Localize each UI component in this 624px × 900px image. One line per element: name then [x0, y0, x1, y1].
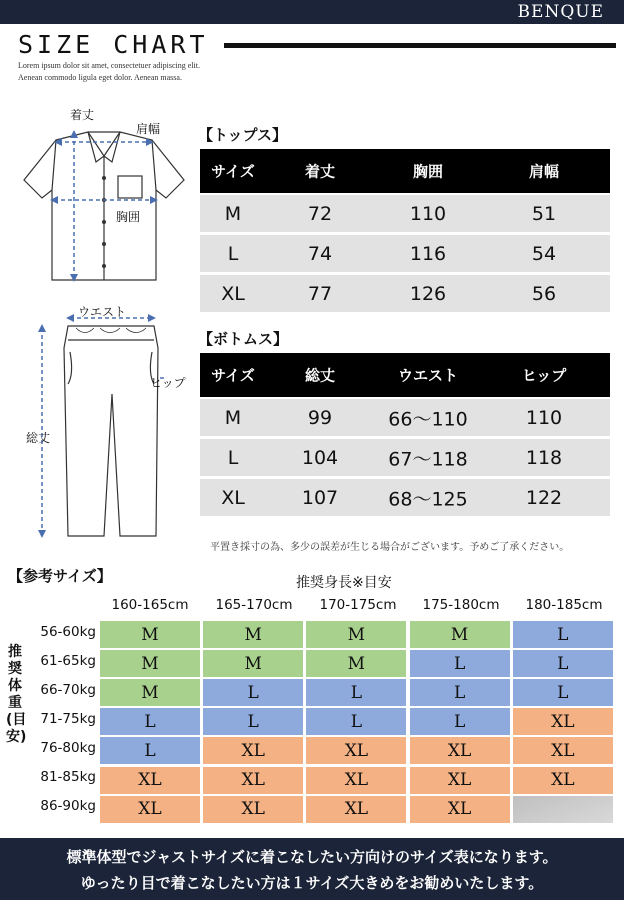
weight-row-header: 76-80kg — [40, 740, 96, 756]
pants-illustration — [28, 314, 188, 540]
weight-row-header: 81-85kg — [40, 769, 96, 785]
tops-table — [200, 149, 610, 313]
height-col-header: 170-175cm — [319, 597, 397, 613]
table-row — [200, 479, 610, 516]
brand-logo: BENQUE — [517, 2, 604, 22]
size-cell: M — [100, 679, 200, 706]
size-cell: L — [513, 650, 613, 677]
size-cell: L — [410, 679, 510, 706]
table-row — [200, 235, 610, 272]
tops-cell: 126 — [409, 282, 447, 305]
title-underline — [224, 43, 616, 48]
size-cell: XL — [306, 796, 406, 823]
size-cell: XL — [100, 796, 200, 823]
tops-cell: 74 — [307, 242, 333, 265]
shirt-chest-label: 胸囲 — [116, 210, 141, 224]
pants-waist-label: ウエスト — [78, 305, 127, 319]
tops-header-length: 着丈 — [304, 162, 336, 181]
lorem-line-1: Lorem ipsum dolor sit amet, consectetuer adipiscing elit. — [18, 61, 200, 70]
tops-cell: L — [227, 242, 239, 265]
bottoms-header-hip: ヒップ — [521, 366, 567, 385]
tops-heading: 【トップス】 — [198, 126, 287, 144]
size-cell: M — [410, 621, 510, 648]
tops-cell: XL — [221, 282, 245, 305]
height-title: 推奨身長※目安 — [296, 575, 392, 591]
size-cell: XL — [306, 767, 406, 794]
size-cell: L — [410, 708, 510, 735]
weight-row-header: 56-60kg — [40, 624, 96, 640]
pants-length-label: 総丈 — [26, 431, 51, 445]
tops-cell: 54 — [531, 242, 557, 265]
bottoms-cell: 118 — [525, 446, 563, 469]
measurement-note: 平置き採寸の為、多少の誤差が生じる場合がございます。予めご了承ください。 — [210, 542, 570, 553]
size-cell: L — [306, 679, 406, 706]
size-cell: L — [100, 737, 200, 764]
weight-title: 推奨体重(目安) — [6, 644, 27, 745]
bottoms-cell: 110 — [525, 406, 563, 429]
weight-row-header: 66-70kg — [40, 682, 96, 698]
empty-cell — [513, 796, 613, 823]
size-cell: M — [203, 650, 303, 677]
weight-row-header: 86-90kg — [40, 798, 96, 814]
size-cell: L — [410, 650, 510, 677]
size-cell: L — [100, 708, 200, 735]
tops-cell: 72 — [307, 202, 333, 225]
size-cell: M — [100, 621, 200, 648]
size-cell: XL — [203, 767, 303, 794]
bottoms-cell: 104 — [301, 446, 339, 469]
bottoms-cell: 122 — [525, 486, 563, 509]
size-cell: XL — [410, 737, 510, 764]
size-cell: XL — [513, 708, 613, 735]
table-row — [200, 399, 610, 436]
height-col-header: 165-170cm — [215, 597, 293, 613]
bottoms-cell: 99 — [307, 406, 333, 429]
bottoms-table — [200, 353, 610, 517]
height-col-header: 175-180cm — [422, 597, 500, 613]
bottoms-cell: XL — [221, 486, 245, 509]
bottoms-cell: 68〜125 — [388, 488, 468, 510]
footer-line-1: 標準体型でジャストサイズに着こなしたい方向けのサイズ表になります。 — [66, 848, 558, 866]
size-cell: M — [100, 650, 200, 677]
size-cell: XL — [100, 767, 200, 794]
size-cell: XL — [410, 767, 510, 794]
size-cell: M — [203, 621, 303, 648]
size-cell: XL — [203, 796, 303, 823]
tops-header-row — [200, 149, 610, 193]
bottoms-cell: M — [224, 406, 242, 429]
tops-cell: 51 — [531, 202, 557, 225]
bottoms-header-waist: ウエスト — [397, 366, 459, 385]
size-cell: M — [306, 621, 406, 648]
size-cell: L — [513, 621, 613, 648]
bottoms-cell: L — [227, 446, 239, 469]
bottoms-cell: 67〜118 — [388, 448, 468, 470]
page-title: SIZE CHART — [18, 30, 209, 59]
size-cell: XL — [513, 767, 613, 794]
pants-hip-label: ヒップ — [150, 376, 186, 390]
table-row — [200, 439, 610, 476]
bottoms-header-length: 総丈 — [304, 366, 336, 385]
height-col-header: 160-165cm — [111, 597, 189, 613]
lorem-line-2: Aenean commodo ligula eget dolor. Aenean massa. — [18, 73, 182, 82]
tops-cell: 56 — [531, 282, 557, 305]
bottoms-heading: 【ボトムス】 — [198, 330, 289, 348]
size-cell: L — [513, 679, 613, 706]
shirt-shoulder-label: 肩幅 — [136, 122, 161, 136]
bottoms-cell: 66〜110 — [388, 408, 468, 430]
tops-cell: 116 — [409, 242, 447, 265]
footer-banner — [0, 838, 624, 900]
bottoms-cell: 107 — [301, 486, 339, 509]
top-bar — [0, 0, 624, 24]
tops-header-shoulder: 肩幅 — [528, 162, 560, 181]
weight-row-header: 71-75kg — [40, 711, 96, 727]
tops-header-chest: 胸囲 — [412, 162, 444, 181]
size-cell: XL — [306, 737, 406, 764]
reference-heading: 【参考サイズ】 — [8, 567, 112, 585]
tops-header-size: サイズ — [211, 162, 255, 181]
shirt-illustration — [18, 118, 190, 288]
size-cell: XL — [513, 737, 613, 764]
size-cell: XL — [203, 737, 303, 764]
size-cell: L — [203, 708, 303, 735]
table-row — [200, 195, 610, 232]
bottoms-header-size: サイズ — [211, 366, 255, 385]
size-cell: L — [203, 679, 303, 706]
weight-row-header: 61-65kg — [40, 653, 96, 669]
tops-cell: 110 — [409, 202, 447, 225]
tops-cell: 77 — [307, 282, 333, 305]
table-row — [200, 275, 610, 312]
height-col-header: 180-185cm — [525, 597, 603, 613]
size-cell: M — [306, 650, 406, 677]
bottoms-header-row — [200, 353, 610, 397]
shirt-length-label: 着丈 — [70, 108, 95, 122]
footer-line-2: ゆったり目で着こなしたい方は１サイズ大きめをお勧めいたします。 — [80, 874, 544, 892]
size-cell: L — [306, 708, 406, 735]
tops-cell: M — [224, 202, 242, 225]
size-cell: XL — [410, 796, 510, 823]
